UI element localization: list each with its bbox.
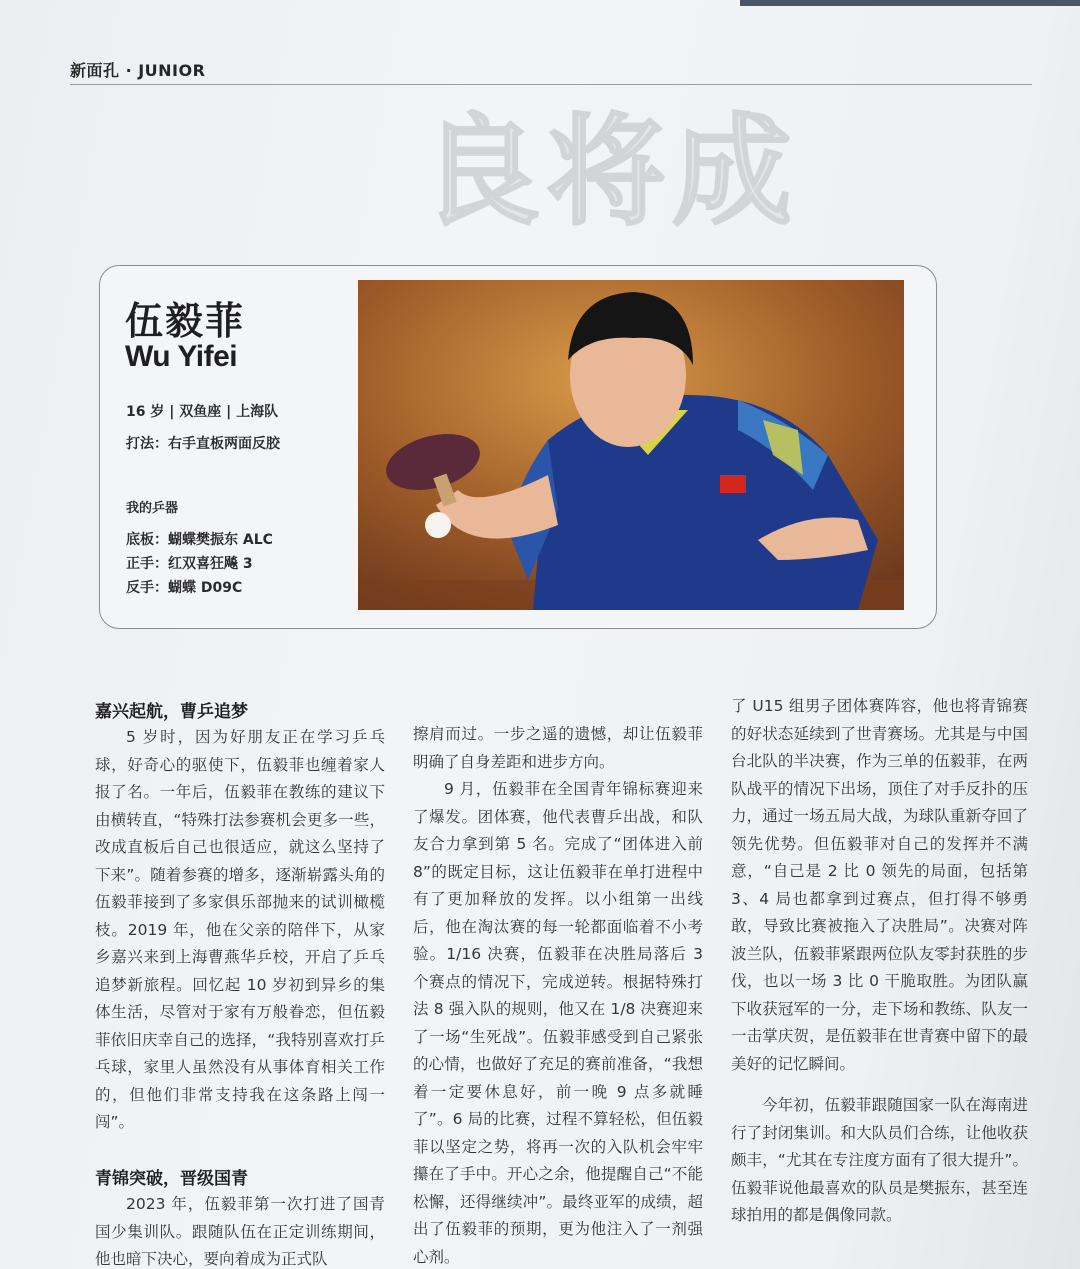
col3-paragraph-2: 今年初，伍毅菲跟随国家一队在海南进行了封闭集训。和大队员们合练，让他收获颇丰，“尤其在专注度方面有了很大提升”。伍毅菲说他最喜欢的队员是樊振东，甚至连球拍用的都是偶像同款。: [731, 1096, 1028, 1224]
col1-paragraph-2: 2023 年，伍毅菲第一次打进了国青国少集训队。跟随队伍在正定训练期间，他也暗下决心，要向着成为正式队: [95, 1195, 385, 1268]
col3-paragraph-1: 了 U15 组男子团体赛阵容，他也将青锦赛的好状态延续到了世青赛场。尤其是与中国台北队的半决赛，作为三单的伍毅菲，在两队战平的情况下出场，顶住了对手反扑的压力，通过一场五局大战，为球队重新夺回了领先优势。但伍毅菲对自己的发挥并不满意，“自己是 2 比 0 领先的局面，包括第 3、4 局也都拿到过赛点，但打得不够勇敢，导致比赛被拖入了决胜局”。决赛对阵波兰队，伍毅菲紧跟两位队友零封获胜的步伐，也以一场 3 比 0 干脆取胜。为团队赢下收获冠军的一分，走下场和教练、队友一一击掌庆贺，是伍毅菲在世青赛中留下的最美好的记忆瞬间。: [731, 697, 1028, 1073]
col2-paragraph-1: 擦肩而过。一步之遥的遗憾，却让伍毅菲明确了自身差距和进步方向。: [413, 725, 703, 771]
player-illustration: [358, 280, 904, 610]
article-column-2: [413, 721, 703, 1269]
top-edge: [740, 0, 1080, 6]
watermark-text: 良将成: [420, 103, 798, 242]
article-column-1b: [95, 1191, 385, 1269]
gear-backhand: 反手：蝴蝶 D09C: [126, 580, 243, 596]
player-name-en: Wu Yifei: [125, 340, 238, 373]
gear-title: 我的乒器: [126, 501, 179, 516]
section-header: 新面孔 · JUNIOR: [70, 61, 206, 80]
section1-title: 嘉兴起航，曹乒追梦: [95, 702, 248, 722]
article-column-1: [95, 724, 385, 1139]
col1-paragraph-1: 5 岁时，因为好朋友正在学习乒乓球，好奇心的驱使下，伍毅菲也缠着家人报了名。一年后，伍毅菲在教练的建议下由横转直，“特殊打法参赛机会更多一些，改成直板后自己也很适应，就这么坚持了下来”。随着参赛的增多，逐渐崭露头角的伍毅菲接到了多家俱乐部抛来的试训橄榄枝。2019 年，他在父亲的陪伴下，从家乡嘉兴来到上海曹燕华乒校，开启了乒乓追梦新旅程。回忆起 10 岁初到异乡的集体生活，尽管对于家有万般眷恋，但伍毅菲依旧庆幸自己的选择，“我特别喜欢打乒乓球，家里人虽然没有从事体育相关工作的，但他们非常支持我在这条路上闯一闯”。: [95, 728, 385, 1131]
col2-paragraph-2: 9 月，伍毅菲在全国青年锦标赛迎来了爆发。团体赛，他代表曹乒出战，和队友合力拿到第 5 名。完成了“团体进入前 8”的既定目标，这让伍毅菲在单打进程中有了更加释放的发挥。以小组第一出线后，他在淘汰赛的每一轮都面临着不小考验。1/16 决赛，伍毅菲在决胜局落后 3 个赛点的情况下，完成逆转。根据特殊打法 8 强入队的规则，他又在 1/8 决赛迎来了一场“生死战”。伍毅菲感受到自己紧张的心情，也做好了充足的赛前准备，“我想着一定要休息好，前一晚 9 点多就睡了”。6 局的比赛，过程不算轻松，但伍毅菲以坚定之势，将再一次的入队机会牢牢攥在了手中。开心之余，他提醒自己“不能松懈，还得继续冲”。最终亚军的成绩，超出了伍毅菲的预期，更为他注入了一剂强心剂。: [413, 780, 703, 1266]
gear-forehand: 正手：红双喜狂飚 3: [126, 556, 253, 572]
player-name-cn: 伍毅菲: [125, 299, 246, 343]
header-rule: [70, 84, 1032, 85]
player-photo: [358, 280, 904, 610]
article-column-3: [731, 693, 1028, 1269]
gear-blade: 底板：蝴蝶樊振东 ALC: [126, 532, 273, 548]
player-meta: 16 岁 | 双鱼座 | 上海队: [126, 404, 279, 420]
section2-title: 青锦突破，晋级国青: [95, 1169, 248, 1189]
player-style: 打法：右手直板两面反胶: [126, 436, 280, 452]
